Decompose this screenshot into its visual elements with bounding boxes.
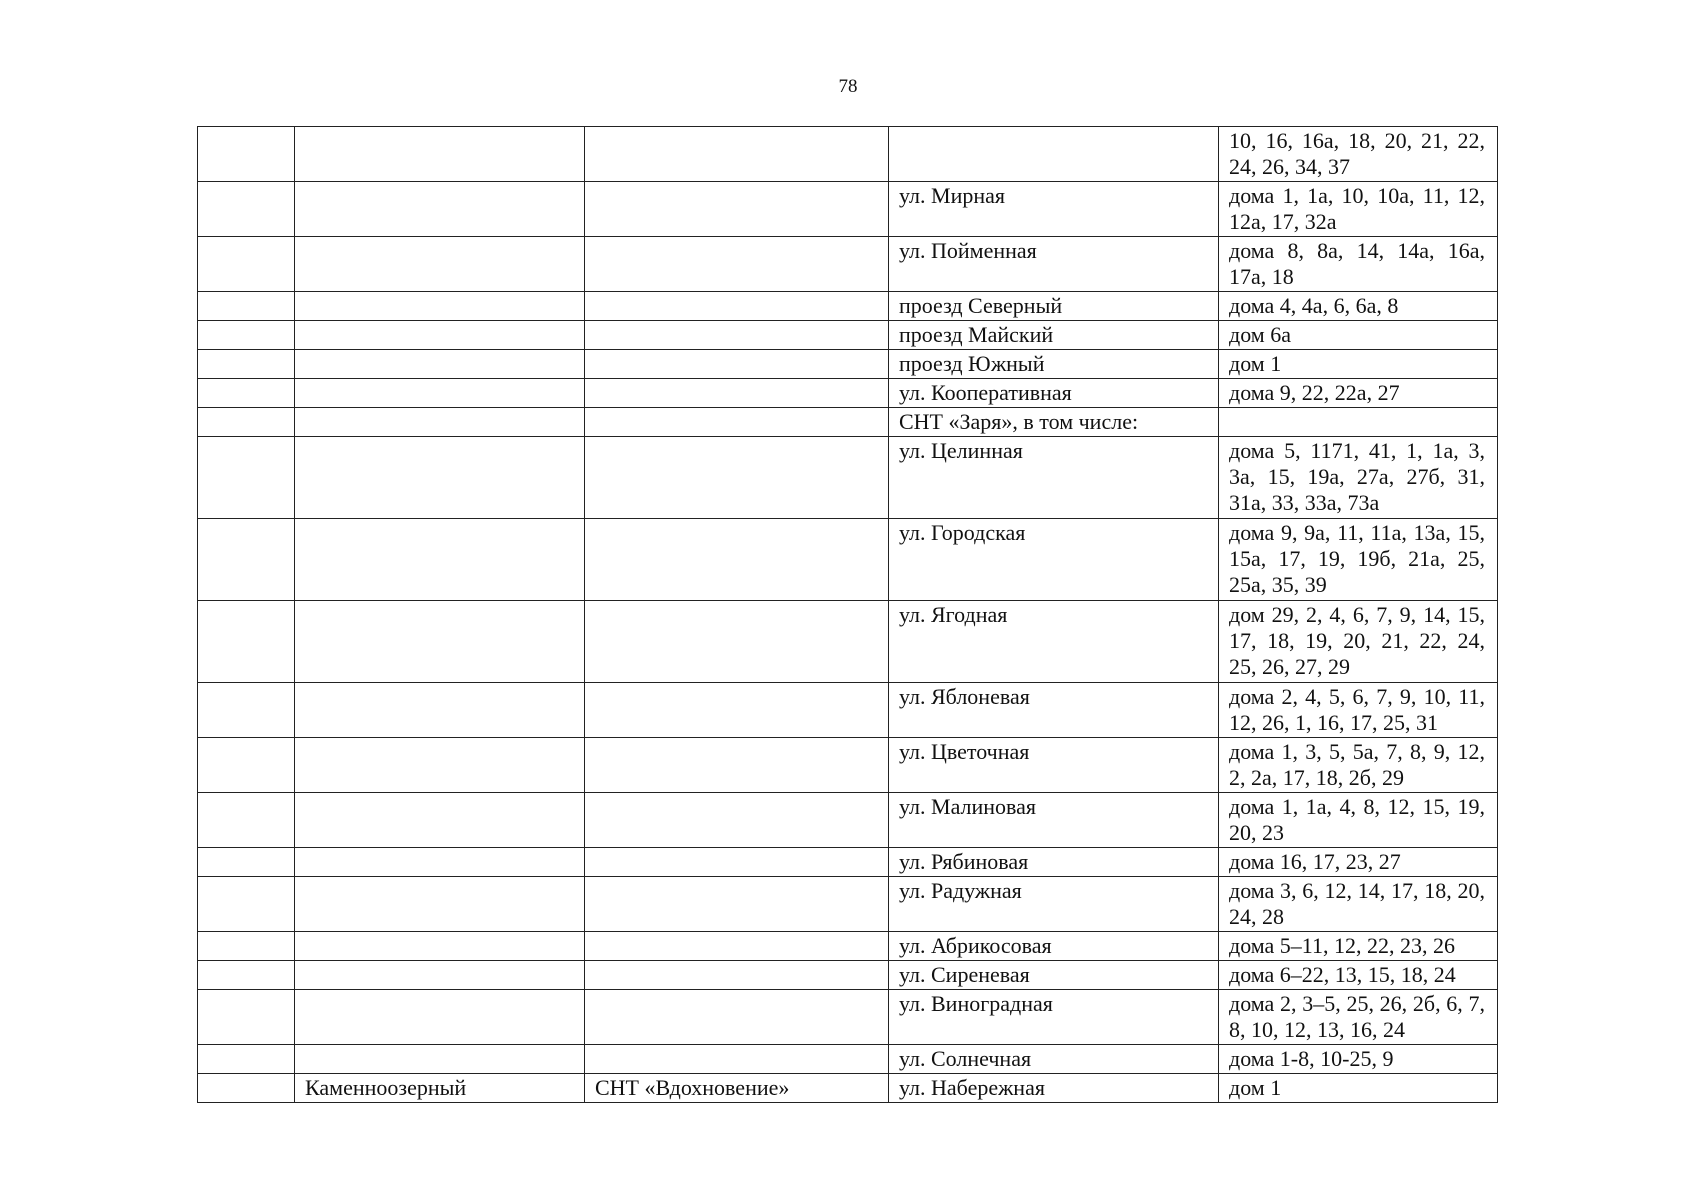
table-row bbox=[198, 408, 1498, 437]
houses-cell: дома 1, 1а, 10, 10а, 11, 12, 12а, 17, 32а bbox=[1219, 182, 1498, 237]
street-cell: ул. Целинная bbox=[889, 437, 1219, 519]
district-cell: Каменноозерный bbox=[295, 1074, 585, 1103]
locality-cell bbox=[585, 848, 889, 877]
table-row bbox=[198, 961, 1498, 990]
street-cell: ул. Виноградная bbox=[889, 990, 1219, 1045]
table-row bbox=[198, 379, 1498, 408]
district-cell bbox=[295, 350, 585, 379]
table-row bbox=[198, 182, 1498, 237]
index-cell bbox=[198, 379, 295, 408]
index-cell bbox=[198, 932, 295, 961]
address-table-body bbox=[198, 127, 1498, 1103]
houses-cell: дома 9, 22, 22а, 27 bbox=[1219, 379, 1498, 408]
page-number: 78 bbox=[838, 76, 858, 97]
index-cell bbox=[198, 519, 295, 601]
houses-cell: дома 8, 8а, 14, 14а, 16а, 17а, 18 bbox=[1219, 237, 1498, 292]
table-row bbox=[198, 237, 1498, 292]
locality-cell bbox=[585, 350, 889, 379]
houses-cell: дома 5–11, 12, 22, 23, 26 bbox=[1219, 932, 1498, 961]
houses-cell: 10, 16, 16а, 18, 20, 21, 22, 24, 26, 34, 37 bbox=[1219, 127, 1498, 182]
table-row bbox=[198, 350, 1498, 379]
street-cell: ул. Рябиновая bbox=[889, 848, 1219, 877]
locality-cell bbox=[585, 182, 889, 237]
houses-cell: дома 1, 3, 5, 5а, 7, 8, 9, 12, 2, 2а, 17, 18, 2б, 29 bbox=[1219, 738, 1498, 793]
table-row bbox=[198, 1074, 1498, 1103]
locality-cell bbox=[585, 237, 889, 292]
district-cell bbox=[295, 793, 585, 848]
index-cell bbox=[198, 182, 295, 237]
street-cell: ул. Мирная bbox=[889, 182, 1219, 237]
district-cell bbox=[295, 519, 585, 601]
district-cell bbox=[295, 738, 585, 793]
street-cell: ул. Малиновая bbox=[889, 793, 1219, 848]
street-cell bbox=[889, 127, 1219, 182]
houses-cell: дома 16, 17, 23, 27 bbox=[1219, 848, 1498, 877]
street-cell: проезд Северный bbox=[889, 292, 1219, 321]
index-cell bbox=[198, 1074, 295, 1103]
table-row bbox=[198, 321, 1498, 350]
street-cell: проезд Майский bbox=[889, 321, 1219, 350]
district-cell bbox=[295, 961, 585, 990]
index-cell bbox=[198, 793, 295, 848]
district-cell bbox=[295, 437, 585, 519]
houses-cell: дом 6а bbox=[1219, 321, 1498, 350]
locality-cell bbox=[585, 1045, 889, 1074]
index-cell bbox=[198, 321, 295, 350]
street-cell: ул. Городская bbox=[889, 519, 1219, 601]
table-row bbox=[198, 683, 1498, 738]
locality-cell bbox=[585, 127, 889, 182]
district-cell bbox=[295, 408, 585, 437]
index-cell bbox=[198, 1045, 295, 1074]
index-cell bbox=[198, 437, 295, 519]
index-cell bbox=[198, 408, 295, 437]
table-row bbox=[198, 1045, 1498, 1074]
houses-cell: дома 3, 6, 12, 14, 17, 18, 20, 24, 28 bbox=[1219, 877, 1498, 932]
table-row bbox=[198, 601, 1498, 683]
locality-cell bbox=[585, 990, 889, 1045]
locality-cell bbox=[585, 519, 889, 601]
houses-cell bbox=[1219, 408, 1498, 437]
locality-cell bbox=[585, 877, 889, 932]
district-cell bbox=[295, 237, 585, 292]
locality-cell bbox=[585, 601, 889, 683]
locality-cell bbox=[585, 321, 889, 350]
houses-cell: дома 9, 9а, 11, 11а, 13а, 15, 15а, 17, 19, 19б, 21а, 25, 25а, 35, 39 bbox=[1219, 519, 1498, 601]
locality-cell bbox=[585, 292, 889, 321]
locality-cell bbox=[585, 738, 889, 793]
district-cell bbox=[295, 292, 585, 321]
houses-cell: дома 4, 4а, 6, 6а, 8 bbox=[1219, 292, 1498, 321]
index-cell bbox=[198, 601, 295, 683]
street-cell: ул. Абрикосовая bbox=[889, 932, 1219, 961]
locality-cell bbox=[585, 793, 889, 848]
table-row bbox=[198, 738, 1498, 793]
district-cell bbox=[295, 127, 585, 182]
street-cell: ул. Ягодная bbox=[889, 601, 1219, 683]
table-row bbox=[198, 127, 1498, 182]
street-cell: ул. Цветочная bbox=[889, 738, 1219, 793]
index-cell bbox=[198, 738, 295, 793]
index-cell bbox=[198, 683, 295, 738]
address-table bbox=[197, 126, 1498, 1103]
index-cell bbox=[198, 877, 295, 932]
table-row bbox=[198, 519, 1498, 601]
index-cell bbox=[198, 292, 295, 321]
street-cell: ул. Яблоневая bbox=[889, 683, 1219, 738]
houses-cell: дом 29, 2, 4, 6, 7, 9, 14, 15, 17, 18, 19, 20, 21, 22, 24, 25, 26, 27, 29 bbox=[1219, 601, 1498, 683]
houses-cell: дома 1, 1а, 4, 8, 12, 15, 19, 20, 23 bbox=[1219, 793, 1498, 848]
district-cell bbox=[295, 601, 585, 683]
table-row bbox=[198, 932, 1498, 961]
district-cell bbox=[295, 379, 585, 408]
table-row bbox=[198, 990, 1498, 1045]
street-cell: СНТ «Заря», в том числе: bbox=[889, 408, 1219, 437]
locality-cell bbox=[585, 437, 889, 519]
locality-cell bbox=[585, 408, 889, 437]
table-row bbox=[198, 437, 1498, 519]
index-cell bbox=[198, 350, 295, 379]
houses-cell: дома 2, 3–5, 25, 26, 2б, 6, 7, 8, 10, 12, 13, 16, 24 bbox=[1219, 990, 1498, 1045]
index-cell bbox=[198, 848, 295, 877]
street-cell: ул. Пойменная bbox=[889, 237, 1219, 292]
district-cell bbox=[295, 990, 585, 1045]
street-cell: проезд Южный bbox=[889, 350, 1219, 379]
index-cell bbox=[198, 961, 295, 990]
houses-cell: дома 6–22, 13, 15, 18, 24 bbox=[1219, 961, 1498, 990]
table-row bbox=[198, 877, 1498, 932]
street-cell: ул. Кооперативная bbox=[889, 379, 1219, 408]
houses-cell: дом 1 bbox=[1219, 1074, 1498, 1103]
houses-cell: дома 1-8, 10-25, 9 bbox=[1219, 1045, 1498, 1074]
houses-cell: дома 2, 4, 5, 6, 7, 9, 10, 11, 12, 26, 1, 16, 17, 25, 31 bbox=[1219, 683, 1498, 738]
index-cell bbox=[198, 237, 295, 292]
district-cell bbox=[295, 848, 585, 877]
houses-cell: дом 1 bbox=[1219, 350, 1498, 379]
street-cell: ул. Набережная bbox=[889, 1074, 1219, 1103]
district-cell bbox=[295, 321, 585, 350]
locality-cell: СНТ «Вдохновение» bbox=[585, 1074, 889, 1103]
index-cell bbox=[198, 127, 295, 182]
street-cell: ул. Радужная bbox=[889, 877, 1219, 932]
district-cell bbox=[295, 932, 585, 961]
locality-cell bbox=[585, 961, 889, 990]
district-cell bbox=[295, 182, 585, 237]
table-row bbox=[198, 848, 1498, 877]
street-cell: ул. Сиреневая bbox=[889, 961, 1219, 990]
locality-cell bbox=[585, 683, 889, 738]
district-cell bbox=[295, 877, 585, 932]
table-row bbox=[198, 793, 1498, 848]
locality-cell bbox=[585, 379, 889, 408]
index-cell bbox=[198, 990, 295, 1045]
locality-cell bbox=[585, 932, 889, 961]
district-cell bbox=[295, 1045, 585, 1074]
houses-cell: дома 5, 1171, 41, 1, 1а, 3, 3а, 15, 19а, 27а, 27б, 31, 31а, 33, 33а, 73а bbox=[1219, 437, 1498, 519]
table-row bbox=[198, 292, 1498, 321]
street-cell: ул. Солнечная bbox=[889, 1045, 1219, 1074]
district-cell bbox=[295, 683, 585, 738]
